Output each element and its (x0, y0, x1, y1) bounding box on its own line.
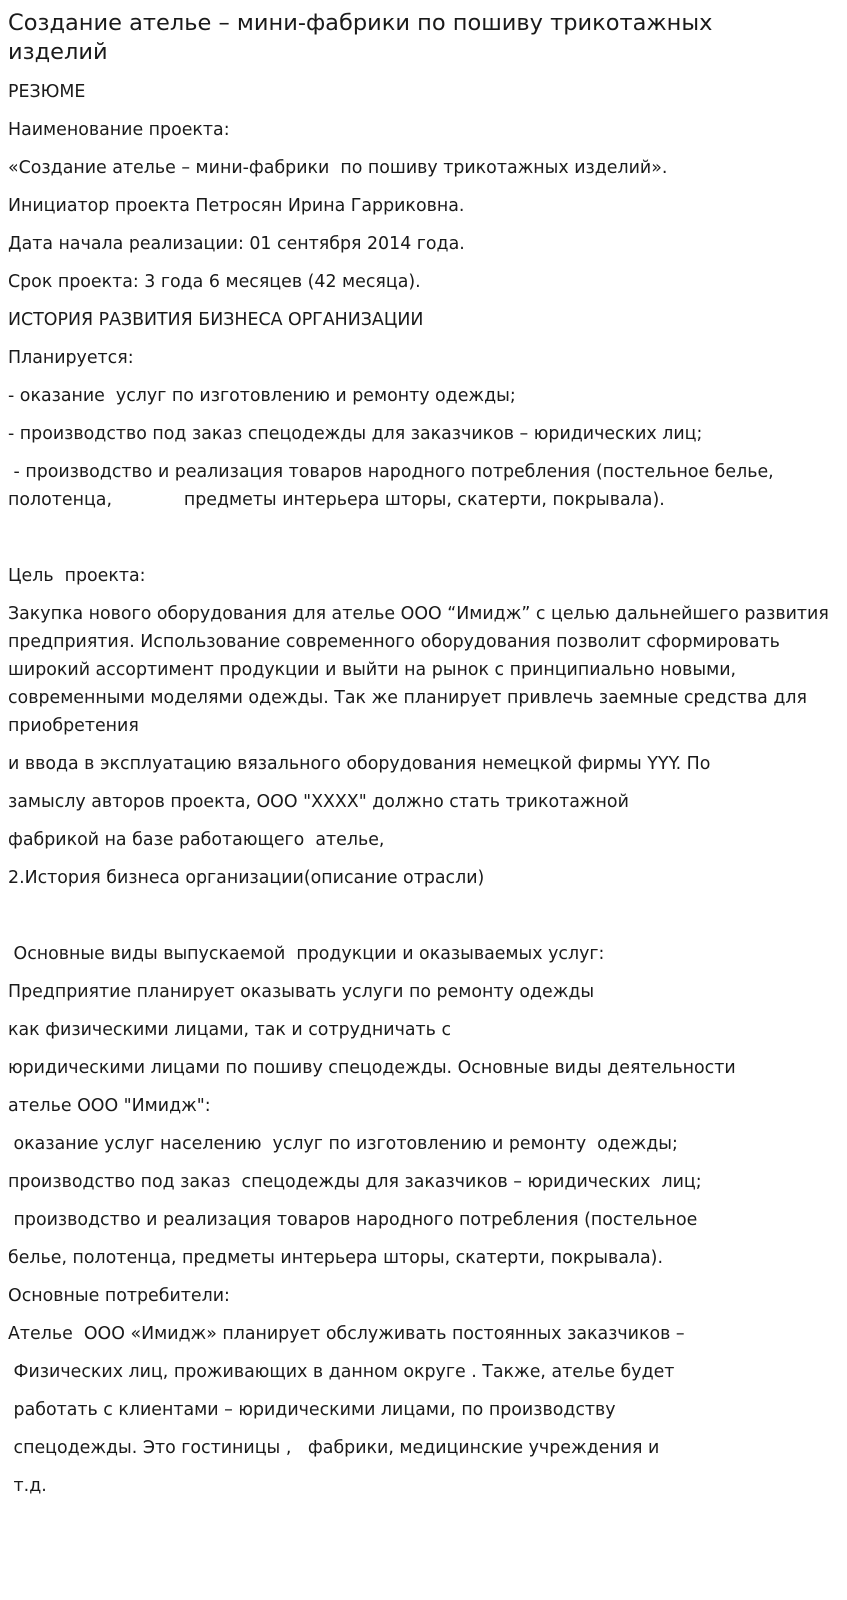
paragraph-planned: Планируется: (8, 348, 134, 368)
list-item-custom-workwear: производство под заказ спецодежды для заказчиков – юридических лиц; (8, 1172, 702, 1192)
paragraph-duration: Срок проекта: 3 года 6 месяцев (42 месяца). (8, 272, 421, 292)
paragraph-initiator: Инициатор проекта Петросян Ирина Гарриковна. (8, 196, 465, 216)
paragraph-history-heading: ИСТОРИЯ РАЗВИТИЯ БИЗНЕСА ОРГАНИЗАЦИИ (8, 310, 424, 330)
paragraph-consumers-heading: Основные потребители: (8, 1286, 230, 1306)
list-item-consumer-products: белье, полотенца, предметы интерьера шторы, скатерти, покрывала). (8, 1248, 663, 1268)
paragraph-equipment: и ввода в эксплуатацию вязального оборудования немецкой фирмы YYY. По (8, 754, 711, 774)
paragraph-main-products-heading: Основные виды выпускаемой продукции и оказываемых услуг: (8, 944, 605, 964)
paragraph-consumers-line-3: работать с клиентами – юридическими лицами, по производству (8, 1400, 616, 1420)
paragraph-goal-heading: Цель проекта: (8, 566, 146, 586)
list-item-consumer-production: производство и реализация товаров народного потребления (постельное (8, 1210, 698, 1230)
paragraph-individuals: как физическими лицами, так и сотрудничать с (8, 1020, 452, 1040)
paragraph-consumers-line-1: Ателье ООО «Имидж» планирует обслуживать постоянных заказчиков – (8, 1324, 685, 1344)
paragraph-project-name: «Создание ателье – мини-фабрики по пошиву трикотажных изделий». (8, 158, 668, 178)
paragraph-factory-base: фабрикой на базе работающего ателье, (8, 830, 385, 850)
document-page (8, 0, 838, 1500)
list-item-workwear: - производство под заказ спецодежды для заказчиков – юридических лиц; (8, 424, 703, 444)
paragraph-authors-plan: замыслу авторов проекта, ООО "XXXX" должно стать трикотажной (8, 792, 629, 812)
list-item-population-services: оказание услуг населению услуг по изготовлению и ремонту одежды; (8, 1134, 678, 1154)
paragraph-goal-body: Закупка нового оборудования для ателье ООО “Имидж” с целью дальнейшего развития предприятия. Использование современного оборудования позволит сформировать широкий ассортимент продукции и выйти на рынок с принципиально новыми, современными моделями одежды. Так же планирует привлечь заемные средства для приобретения (8, 604, 835, 736)
paragraph-consumers-line-5: т.д. (8, 1476, 47, 1496)
paragraph-consumers-line-2: Физических лиц, проживающих в данном округе . Также, ателье будет (8, 1362, 675, 1382)
list-item-services: - оказание услуг по изготовлению и ремонту одежды; (8, 386, 516, 406)
paragraph-atelier-name: ателье ООО "Имидж": (8, 1096, 211, 1116)
paragraph-business-history: 2.История бизнеса организации(описание отрасли) (8, 868, 485, 888)
paragraph-services-plan: Предприятие планирует оказывать услуги по ремонту одежды (8, 982, 595, 1002)
document-title: Создание ателье – мини-фабрики по пошиву трикотажных изделий (8, 10, 713, 65)
paragraph-consumers-line-4: спецодежды. Это гостиницы , фабрики, медицинские учреждения и (8, 1438, 660, 1458)
paragraph-start-date: Дата начала реализации: 01 сентября 2014 года. (8, 234, 465, 254)
list-item-consumer-goods: - производство и реализация товаров народного потребления (постельное белье, полотенца, предметы интерьера шторы, скатерти, покрывала). (8, 462, 780, 510)
paragraph-resume-heading: РЕЗЮМЕ (8, 82, 86, 102)
paragraph-project-name-label: Наименование проекта: (8, 120, 230, 140)
paragraph-legal-entities: юридическими лицами по пошиву спецодежды. Основные виды деятельности (8, 1058, 736, 1078)
